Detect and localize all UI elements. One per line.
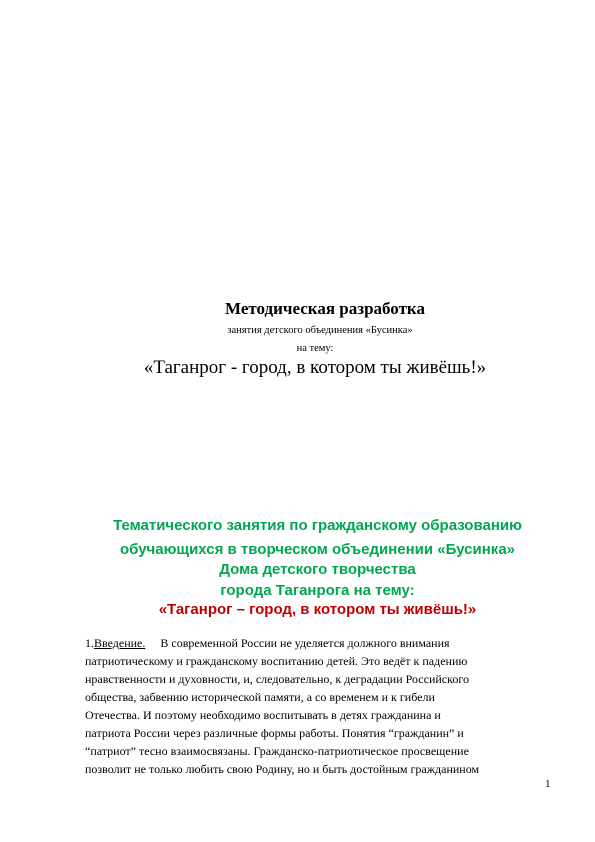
intro-number: 1. [85,636,94,650]
green-heading-line-1: Тематического занятия по гражданскому образованию [113,517,522,534]
green-heading-line-3: Дома детского творчества [219,561,416,578]
body-line-1 [85,634,545,652]
body-line-8: позволит не только любить свою Родину, но и быть достойным гражданином [85,762,480,776]
green-heading-line-2: обучающихся в творческом объединении «Бусинка» [119,541,516,558]
body-line-2: патриотическому и гражданскому воспитанию детей. Это ведёт к падению [85,654,468,668]
body-line-7: “патриот” тесно взаимосвязаны. Гражданско-патриотическое просвещение [85,744,469,758]
red-topic-heading: «Таганрог – город, в котором ты живёшь!» [158,601,477,618]
body-paragraph [85,634,545,778]
subtitle-line-2: на тему: [296,343,334,354]
intro-label: Введение. [94,636,146,650]
page-number: 1 [545,778,551,790]
green-heading-line-4: города Таганрога на тему: [220,582,415,599]
topic-heading: «Таганрог - город, в котором ты живёшь!» [143,357,487,378]
body-line-3: нравственности и духовности, и, следовательно, к деградации Российского [85,672,469,686]
body-line-4: общества, забвению исторической памяти, а со временем и к гибели [85,690,435,704]
body-line-1-rest: В современной России не уделяется должного внимания [145,636,450,650]
body-line-6: патриота России через различные формы работы. Понятия “гражданин” и [85,726,464,740]
subtitle-line-1: занятия детского объединения «Бусинка» [227,325,413,336]
body-line-5: Отечества. И поэтому необходимо воспитывать в детях гражданина и [85,708,441,722]
document-title: Методическая разработка [225,299,425,318]
